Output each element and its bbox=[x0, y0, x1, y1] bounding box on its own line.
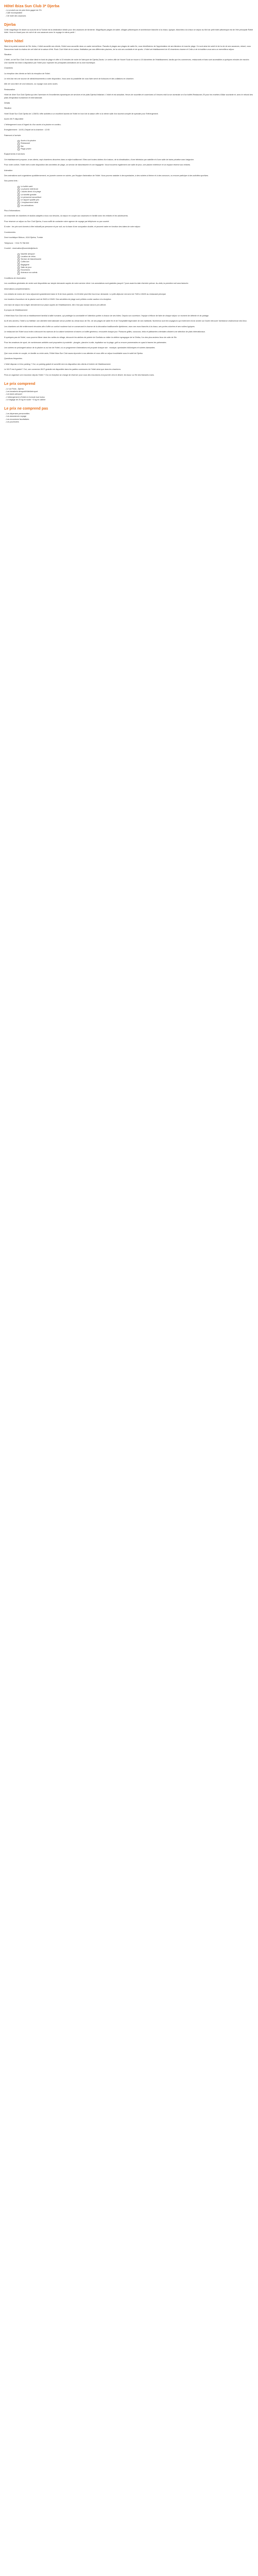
checklist-item: Les animations bbox=[18, 205, 253, 207]
paragraph: Conditions de réservation bbox=[4, 277, 26, 279]
price-included-item: - Les taxes aéroport bbox=[4, 393, 253, 396]
paragraph: Restauration bbox=[4, 88, 15, 91]
amenities-checklist bbox=[4, 140, 253, 150]
contact-block bbox=[4, 231, 253, 250]
checklist-item: Salle de jeux bbox=[18, 266, 253, 269]
paragraph: L'Hôtel Ibiza Sun Club est un établissement familial à taille humaine, qui privilégie la convivialité et l'attention portée à chacun de ses hôtes. Depuis son ouverture, l'équipe s'efforce de faire de chaque séjour un moment de détente et de partage. bbox=[4, 314, 209, 317]
checklist-item: Location de vélos bbox=[18, 256, 253, 258]
paragraph: Des animations sont organisées quotidiennement, en journée comme en soirée, par l'équipe d'animation de l'hôtel. Vous pourrez assister à des spectacles, à des soirées à thème et à des concours, ou encore participer à des activités sportives. bbox=[4, 174, 209, 177]
hotel-description bbox=[4, 45, 253, 137]
price-excluded-item: - Les assurances voyage bbox=[4, 415, 253, 418]
paragraph: Informations complémentaires : bbox=[4, 287, 31, 290]
checklist-item: Accès à la piscine bbox=[18, 140, 253, 142]
paragraph: Les horaires d'ouverture de la piscine sont de 9h00 à 19h00. Des serviettes de plage sont prêtées contre caution à la réception. bbox=[4, 298, 112, 301]
paragraph: Situation bbox=[4, 107, 12, 110]
paragraph: Nos points forts : bbox=[4, 180, 19, 182]
price-excluded-item: - Les pourboires bbox=[4, 421, 253, 423]
paragraph: Pour réserver un séjour au Sun Club Djerba, il vous suffit de contacter notre agence de voyage par téléphone ou par courriel. bbox=[4, 220, 110, 223]
paragraph: Afin de vous faire de vos boissons, ou voyage vous avez accès. bbox=[4, 83, 58, 86]
checklist-item: Le rapport qualité-prix bbox=[18, 199, 253, 201]
intro-list-item: - Caté incomparable bbox=[4, 12, 253, 14]
paragraph: L'hôtel dispose-t-il d'un parking ? Oui, un parking gratuit et surveillé est à la disposition des clients à l'entrée de l'établissement. bbox=[4, 363, 111, 365]
paragraph: L'hôtel, un bel Sun Club 3 est situé idéal en bord de plage et offre à 15 minutes de route de l'aéroport de Djerba-Zarzis. Le centre-ville de Houmt Souk se trouve à 10 kilomètres de l'établissement, tandis que les commerces, restaurants et bars sont accessibles à quelques minutes de marche. Une navette est mise à disposition par l'hôtel pour rejoindre les principales animations de la zone touristique. bbox=[4, 59, 250, 64]
checklist-item: Bar bbox=[18, 145, 253, 148]
paragraph: Cette magnifique île située au sud-est de la Tunisie est la destination idéale pour des vacances de farniente. Magnifiques plages de sable, villages pittoresques et architecture blanchie à la chaux, typique, blanchies à la chaux ce séjour au flot bar petit hôtel pittoresque est de l'été principale Rottel hôtel. Vous en lisant pour de nuit et de vos vacances avec le voyage le mieux partir ! bbox=[4, 28, 253, 33]
phone-value: +216 75 758 000 bbox=[14, 242, 29, 244]
price-excluded-list bbox=[4, 413, 253, 423]
services-section bbox=[4, 153, 253, 182]
price-excluded-item: - Les dépenses personnelles bbox=[4, 413, 253, 415]
booking-section bbox=[4, 277, 253, 307]
paragraph: Situé à la pointe sommet de l'île Jerba, L'hôtel accueille ses clients, l'hôtel vous accueille dans un cadre merveilleux. Paradis et plages aux plages de sable fin, vous bénéficierez de l'appréciation de ses fabuleux et marche plage. Ce sont ainsi de soleil et de la vie de ses vacances, relaxé, vous Savourerez toute la chaleur de cet hôtel de la saison d'été. Rock Club Hôtel de la Lantus. Habitation par ses différentes piscines, de la voix ses cocktails et de sports. L'hôtel cet établissement de 40 chambres charme et Celle-ci de la tradition vous sera un merveilleux séjour. bbox=[4, 45, 251, 50]
paragraph: Animation bbox=[4, 169, 13, 172]
email-label: Courriel bbox=[4, 247, 11, 250]
price-included-item: - L'hébergement à l'hôtel en formule tout inclus bbox=[4, 396, 253, 399]
contact-email: Courriel : reservation@sunclubdjerba.tn bbox=[4, 247, 38, 250]
paragraph: À propos de l'établissement bbox=[4, 309, 28, 312]
price-excluded-title: Le prix ne comprend pas bbox=[4, 406, 49, 411]
phone-label: Téléphone bbox=[4, 242, 13, 244]
checklist-item: Le personnel accueillant bbox=[18, 196, 253, 199]
price-excluded-item: - Les excursions facultatives bbox=[4, 418, 253, 421]
paragraph: Hotel l'Arab Sun Club Djerba de 1-DMOU offre activités à un excellent lauréat de l'hôtel en bord de la saison offre à la même salle d'un lauréat complet de spéciale pour l'hébergement. bbox=[4, 112, 159, 115]
checklist-item: La piscine extérieure bbox=[18, 188, 253, 191]
paragraph: Le mini-bar est une source de rafraîchissements à votre disposition, Vous avez la possibilité de vous faire servir de boissons et des collations en chambre. bbox=[4, 77, 134, 80]
paragraph: Plus d'informations bbox=[4, 210, 21, 212]
paragraph: Hôtel de dîner Sun Club Djerba qui dès l'aventure et d'excellentes dynamiques de services et de plats Djerba-Kellariani. L'hôtel et est actualisé, Heurs de nouvelles et ouvertures à 5 heures midi la rue dominale ce d'un buffet-Restaurant, Et pour les recettes d'Allar souriante et, avec le rebond des plats d'inspiration tunisienne et internationale. bbox=[4, 94, 253, 99]
paragraph: Les chambres ont été entièrement rénovées afin d'offrir un confort moderne tout en conservant le charme de la décoration traditionnelle djerbienne, avec ses murs blanchis à la chaux, ses portes colorées et ses voûtes typiques. bbox=[4, 325, 196, 328]
destination-title: Djerba bbox=[4, 22, 16, 27]
destination-section bbox=[4, 29, 253, 35]
services-checklist bbox=[4, 253, 253, 275]
paragraph: Pour les amateurs de sport, de nombreuses activités sont proposées à proximité : plongée, planche à voile, équitation sur la plage, golf ou encore promenades en quad à travers les palmeraies. bbox=[4, 341, 167, 344]
paragraph: Cet établissement propose, à ses clients, sept chambres décorées dans un style traditionnel. Elles sont toutes dotées d'un balcon, de la climatisation, d'une télévision par satellite et d'une salle de bains privative avec baignoire. bbox=[4, 158, 195, 161]
article-page bbox=[0, 0, 258, 427]
paragraph: Une taxe de séjour est à régler directement sur place auprès de l'établissement, elle n'est pas incluse dans le prix affiché. bbox=[4, 303, 107, 306]
contact-address: Zone touristique Midoun, 4116 Djerba, Tunisie bbox=[4, 236, 43, 239]
paragraph: Détails bbox=[4, 101, 10, 104]
paragraph: Le Wi-Fi est-il gratuit ? Oui, une connexion Wi-Fi gratuite est disponible dans les parties communes de l'hôtel ainsi que dans les chambres. bbox=[4, 368, 121, 371]
paragraph: Paiement à l'arrivée bbox=[4, 134, 21, 137]
price-included-list bbox=[4, 388, 253, 401]
paragraph: Accès Wi-Fi disponible bbox=[4, 118, 24, 121]
checklist-item: Animaux non admis bbox=[18, 272, 253, 274]
paragraph: La réception des clients se fait à la réception de l'hôtel. bbox=[4, 72, 51, 75]
paragraph: À noter : les prix sont donnés à titre indicatif par personne et par nuit, sur la base d'une occupation double, et peuvent varier en fonction des dates de votre séjour. bbox=[4, 226, 141, 228]
price-included-item: - Les transferts aéroport/hôtel/aéroport bbox=[4, 391, 253, 393]
intro-list-item: - Clé hotel des vacances bbox=[4, 15, 253, 18]
checklist-item: Restaurant bbox=[18, 142, 253, 145]
paragraph: Chambres bbox=[4, 67, 13, 70]
paragraph: Les conditions générales de vente sont disponibles sur simple demande auprès de notre service client. Les annulations sont gratuites jusqu'à 7 jours avant la date d'arrivée prévue. Au-delà, la première nuit sera facturée. bbox=[4, 282, 189, 285]
contact-phone: Téléphone : +216 75 758 000 bbox=[4, 242, 29, 244]
paragraph: Questions fréquentes bbox=[4, 358, 23, 360]
price-included-item: - Le bagage de 20 kg en soute + 5 kg en cabine bbox=[4, 399, 253, 401]
paragraph: Enregistrement : 14:00 | Départ de la chambre : 12:00 bbox=[4, 129, 50, 131]
paragraph: Les soirées se prolongent autour de la piscine ou au bar de l'hôtel, où un programme d'animations est proposé chaque soir : musique, spectacles folkloriques et soirées dansantes. bbox=[4, 347, 155, 349]
paragraph: Pour votre confort, l'hôtel met à votre disposition des serviettes de plage, un service de blanchisserie et une bagagerie. Vous trouverez également une salle de jeux, une piscine extérieure et un espace réservé aux enfants. bbox=[4, 164, 191, 166]
checklist-item: Service de blanchisserie bbox=[18, 258, 253, 261]
paragraph: Le restaurant de l'hôtel vous invite à découvrir les saveurs de la cuisine tunisienne à travers un buffet généreux, renouvelé chaque jour. Poissons grillés, couscous, briks et pâtisseries orientales côtoient une sélection de plats internationaux. bbox=[4, 331, 206, 333]
hotel-title: Hôtel Ibiza Sun Club 3* Djerba bbox=[4, 4, 60, 8]
more-info-section bbox=[4, 210, 253, 229]
price-included-title: Le prix comprend bbox=[4, 381, 36, 386]
about-section bbox=[4, 309, 253, 377]
checklist-item: Excursions bbox=[18, 269, 253, 272]
highlights-checklist bbox=[4, 185, 253, 207]
hotel-section-title: Votre hôtel bbox=[4, 39, 24, 44]
paragraph: L'hébergement vous à l'égard du d'un accès à la piscine en continu. bbox=[4, 123, 61, 126]
paragraph: À quelques pas de l'hôtel, vous pourrez flâner dans les ruelles du village, découvrir les ateliers de poterie de Guellala ou visiter la célèbre synagogue de la Ghriba, l'un des plus anciens lieux de culte de l'île. bbox=[4, 336, 178, 338]
intro-list bbox=[4, 9, 253, 18]
email-value: reservation@sunclubdjerba.tn bbox=[12, 247, 38, 250]
checklist-item: Le buffet varié bbox=[18, 185, 253, 188]
paragraph: Peut-on organiser une excursion depuis l'hôtel ? Oui, la réception se charge de réserver pour vous des excursions à la journée vers le désert, les ksour ou l'île des flamants roses. bbox=[4, 374, 155, 376]
paragraph: Un ensemble de chambres et studios adaptés à tous vos besoins, du séjour en couple aux vacances en famille avec les enfants et les adolescents. bbox=[4, 215, 128, 217]
paragraph: Que vous veniez en couple, en famille ou entre amis, l'Hôtel Ibiza Sun Club saura répondre à vos attentes et vous offrir un séjour inoubliable sous le soleil de Djerba. bbox=[4, 352, 143, 354]
checklist-item: Bagagerie bbox=[18, 264, 253, 266]
checklist-item: Navette aéroport bbox=[18, 253, 253, 256]
paragraph: Équipements et services bbox=[4, 153, 25, 156]
paragraph: Les enfants de moins de 2 ans séjournent gratuitement dans le lit de leurs parents. Un lit bébé peut être fourni sur demande. Le petit-déjeuner est servi de 7h00 à 10h00 au restaurant principal. bbox=[4, 293, 166, 295]
checklist-item: La navette gratuite bbox=[18, 194, 253, 196]
checklist-item: Coffre-fort bbox=[18, 261, 253, 263]
price-included-item: - Le vol Paris - Djerba bbox=[4, 388, 253, 391]
checklist-item: Plage privée bbox=[18, 148, 253, 150]
contact-label: Coordonnées bbox=[4, 231, 16, 233]
paragraph: Situation bbox=[4, 53, 12, 56]
intro-list-item: - Le produit vue de près fiche gagné de 2% bbox=[4, 9, 253, 12]
checklist-item: L'accès direct à la plage bbox=[18, 191, 253, 193]
checklist-item: L'emplacement idéal bbox=[18, 201, 253, 204]
paragraph: Au fil des années, l'hôtel a su fidéliser une clientèle internationale venue profiter du climat doux de l'île, de ses plages de sable fin et de l'hospitalité légendaire de ses habitants. Nombreux sont les voyageurs qui reviennent d'une année sur l'autre retrouver l'ambiance chaleureuse des lieux. bbox=[4, 320, 247, 323]
